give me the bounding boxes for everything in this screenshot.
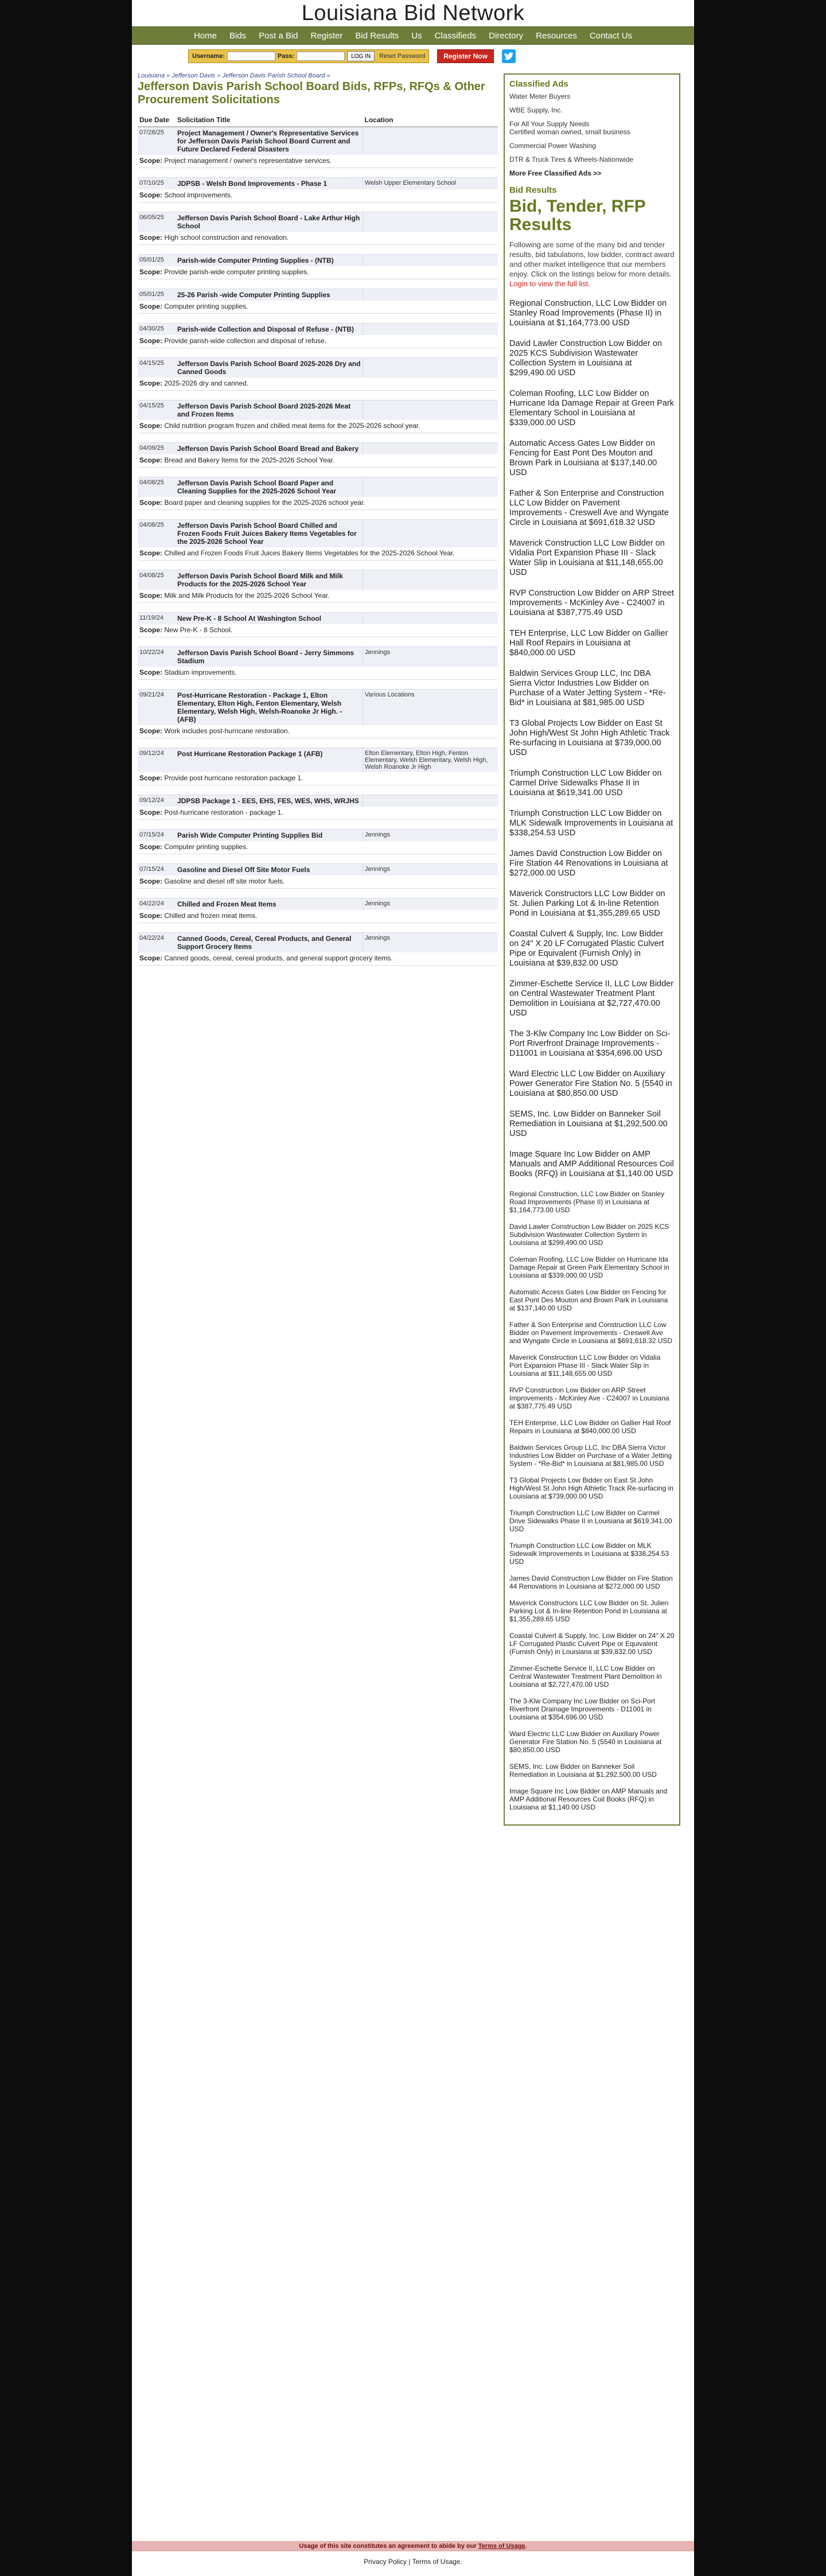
location (363, 127, 498, 155)
bid-result-small-link[interactable]: Maverick Construction LLC Low Bidder on Vidalia Port Expansion Phase III - Slack Water Slip in Louisiana at $11,148,655.00 USD (509, 1353, 661, 1378)
bid-result-link[interactable]: T3 Global Projects Low Bidder on East St John High/West St John High Athletic Track Re-surfacing in Louisiana at $739,000.00 USD (509, 719, 670, 757)
bid-result-link[interactable]: Father & Son Enterprise and Construction LLC Low Bidder on Pavement Improvements - Creswell Ave and Wyngate Circle in Louisiana at $691,618.32 USD (509, 489, 669, 527)
nav-us[interactable]: Us (411, 30, 422, 41)
table-row[interactable] (138, 830, 498, 842)
bid-result-small-link[interactable]: Triumph Construction LLC Low Bidder on Carmel Drive Sidewalks Phase II in Louisiana at $619,341.00 USD (509, 1509, 672, 1533)
bid-result-link[interactable]: Maverick Constructors LLC Low Bidder on St. Julien Parking Lot & In-line Retention Pond in Louisiana at $1,355,289.65 USD (509, 889, 665, 918)
due-date: 07/15/24 (138, 864, 176, 876)
table-row[interactable] (138, 570, 498, 590)
scope-text: Canned goods, cereal, cereal products, and general support grocery items. (164, 954, 393, 962)
scope-label: Scope: (139, 456, 163, 464)
table-row[interactable] (138, 289, 498, 301)
scope-label: Scope: (139, 157, 163, 165)
more-classified-ads-link[interactable]: More Free Classified Ads >> (509, 169, 602, 177)
solicitation-title-link[interactable]: Jefferson Davis Parish School Board Bread and Bakery (176, 443, 363, 455)
due-date: 09/12/24 (138, 795, 176, 807)
scope-text: Chilled and Frozen Foods Fruit Juices Bakery Items Vegetables for the 2025-2026 School Year. (164, 549, 455, 557)
solicitation-title-link[interactable]: Parish-wide Computer Printing Supplies - (NTB) (176, 255, 363, 267)
scope-row (138, 952, 498, 966)
location: Jennings (363, 830, 498, 842)
scope-row (138, 155, 498, 168)
location: Elton Elementary, Elton High, Fenton Elementary, Welsh Elementary, Welsh High, Welsh Roanoke Jr High (363, 748, 498, 773)
due-date: 04/30/25 (138, 324, 176, 336)
scope-label: Scope: (139, 808, 163, 816)
location (363, 400, 498, 421)
due-date: 11/19/24 (138, 613, 176, 625)
scope-row (138, 497, 498, 510)
bid-result-link[interactable]: Coastal Culvert & Supply, Inc. Low Bidder on 24" X 20 LF Corrugated Plastic Culvert Pipe or Equivalent (Furnish Only) in Louisiana at $39,832.00 USD (509, 929, 664, 968)
bid-result-link[interactable]: Maverick Construction LLC Low Bidder on Vidalia Port Expansion Phase III - Slack Water Slip in Louisiana at $11,148,655.00 USD (509, 539, 665, 577)
due-date: 04/15/25 (138, 358, 176, 378)
bid-result-small-link[interactable]: RVP Construction Low Bidder on ARP Street Improvements - McKinley Ave - C24007 in Louisiana at $387,775.49 USD (509, 1386, 669, 1410)
solicitation-title-link[interactable]: Project Management / Owner's Representative Services for Jefferson Davis Parish School Board Current and Future Declared Federal Disasters (176, 127, 363, 155)
scope-text: Work includes post-hurricane restoration. (164, 727, 290, 735)
breadcrumb-item[interactable]: Louisiana (138, 72, 165, 79)
scope-label: Scope: (139, 302, 163, 310)
bid-result-small-link[interactable]: Regional Construction, LLC Low Bidder on Stanley Road Improvements (Phase II) in Louisiana at $1,164,773.00 USD (509, 1190, 665, 1214)
footer-agreement-text: Usage of this site constitutes an agreement to abide by our (299, 2543, 477, 2550)
location: Jennings (363, 864, 498, 876)
table-row[interactable] (138, 212, 498, 232)
terms-of-usage-link[interactable]: Terms of Usage (412, 2558, 461, 2566)
table-row[interactable] (138, 358, 498, 378)
scope-text: Provide post hurricane restoration package 1. (164, 774, 303, 782)
scope-row (138, 189, 498, 203)
due-date: 04/15/25 (138, 400, 176, 421)
scope-row (138, 301, 498, 314)
scope-row (138, 454, 498, 468)
scope-row (138, 772, 498, 785)
due-date: 06/05/25 (138, 212, 176, 232)
scope-row (138, 266, 498, 279)
bid-result-small-link[interactable]: TEH Enterprise, LLC Low Bidder on Gallier Hall Roof Repairs in Louisiana at $840,000.00 USD (509, 1419, 671, 1435)
due-date: 07/28/25 (138, 127, 176, 155)
bid-result-small-link[interactable]: Ward Electric LLC Low Bidder on Auxiliary Power Generator Fire Station No. 5 (5540 in Louisiana at $80,850.00 USD (509, 1730, 662, 1754)
location: Welsh Upper Elementary School (363, 178, 498, 190)
table-row[interactable] (138, 477, 498, 497)
nav-home[interactable]: Home (193, 30, 217, 41)
scope-label: Scope: (139, 626, 163, 634)
bid-result-small-link[interactable]: The 3-Klw Company Inc Low Bidder on Sci-Port Riverfront Drainage Improvements - D11001 in Louisiana at $354,696.00 USD (509, 1697, 656, 1721)
scope-text: High school construction and renovation. (164, 234, 289, 242)
bid-result-link[interactable]: Triumph Construction LLC Low Bidder on MLK Sidewalk Improvements in Louisiana at $338,254.53 USD (509, 809, 673, 838)
due-date: 05/01/25 (138, 289, 176, 301)
page (132, 0, 694, 2576)
due-date: 09/12/24 (138, 748, 176, 773)
classified-ad-link[interactable]: Water Meter Buyers (509, 92, 571, 100)
table-row[interactable] (138, 443, 498, 455)
reset-password-link[interactable]: Reset Password (379, 53, 426, 60)
bid-result-small-link[interactable]: Automatic Access Gates Low Bidder on Fencing for East Pont Des Mouton and Brown Park in Louisiana at $137,140.00 USD (509, 1288, 668, 1312)
nav-register[interactable]: Register (310, 30, 343, 41)
scope-text: Project management / owner's representative services. (164, 157, 332, 165)
due-date: 04/08/25 (138, 477, 176, 497)
scope-label: Scope: (139, 843, 163, 851)
footer-agreement: Usage of this site constitutes an agreement to abide by our Terms of Usage. (132, 2541, 694, 2551)
bid-results-heading: Bid, Tender, RFP Results (509, 197, 646, 234)
scope-text: School improvements. (164, 191, 233, 199)
solicitation-title-link[interactable]: Jefferson Davis Parish School Board - Jerry Simmons Stadium (176, 647, 363, 667)
scope-text: Stadium improvements. (164, 668, 237, 676)
top-nav (132, 26, 694, 45)
bid-result-small-link[interactable]: James David Construction Low Bidder on Fire Station 44 Renovations in Louisiana at $272,000.00 USD (509, 1574, 673, 1590)
due-date: 04/22/24 (138, 898, 176, 910)
scope-label: Scope: (139, 954, 163, 962)
bid-result-small-link[interactable]: Father & Son Enterprise and Construction LLC Low Bidder on Pavement Improvements - Creswell Ave and Wyngate Circle in Louisiana at $691,618.32 USD (509, 1321, 673, 1345)
bid-result-small-link[interactable]: Coleman Roofing, LLC Low Bidder on Hurricane Ida Damage Repair at Green Park Elementary School in Louisiana at $339,000.00 USD (509, 1255, 669, 1279)
scope-text: Gasoline and diesel off site motor fuels. (164, 877, 285, 885)
privacy-policy-link[interactable]: Privacy Policy (364, 2558, 407, 2566)
scope-text: Computer printing supplies. (164, 843, 248, 851)
scope-row (138, 725, 498, 738)
scope-label: Scope: (139, 774, 163, 782)
solicitation-title-link[interactable]: Post Hurricane Restoration Package 1 (AFB) (176, 748, 363, 773)
breadcrumb-item[interactable]: Jefferson Davis Parish School Board (222, 72, 325, 79)
bid-result-link[interactable]: James David Construction Low Bidder on Fire Station 44 Renovations in Louisiana at $272,000.00 USD (509, 849, 668, 878)
login-bar (132, 45, 694, 68)
bids-table (138, 114, 498, 975)
scope-text: Provide parish-wide computer printing supplies. (164, 268, 309, 276)
bid-result-link[interactable]: SEMS, Inc. Low Bidder on Banneker Soil Remediation in Louisiana at $1,292,500.00 USD (509, 1110, 668, 1138)
location: Jennings (363, 898, 498, 910)
solicitation-title-link[interactable]: Jefferson Davis Parish School Board 2025-2026 Dry and Canned Goods (176, 358, 363, 378)
solicitation-title-link[interactable]: Parish Wide Computer Printing Supplies Bid (176, 830, 363, 842)
due-date: 07/10/25 (138, 178, 176, 190)
scope-text: Computer printing supplies. (164, 302, 248, 310)
username-input[interactable] (227, 52, 275, 61)
register-now-button[interactable]: Register Now (437, 49, 494, 63)
scope-label: Scope: (139, 337, 163, 345)
location (363, 324, 498, 336)
table-row[interactable] (138, 748, 498, 773)
scope-label: Scope: (139, 877, 163, 885)
scope-row (138, 420, 498, 433)
bid-result-small-link[interactable]: T3 Global Projects Low Bidder on East St John High/West St John High Athletic Track Re-surfacing in Louisiana at $739,000.00 USD (509, 1476, 673, 1500)
login-button[interactable]: LOG IN (347, 51, 375, 61)
nav-directory[interactable]: Directory (489, 30, 524, 41)
location (363, 477, 498, 497)
table-row[interactable] (138, 933, 498, 953)
classified-ad-link[interactable]: For All Your Supply Needs Certified woman owned, small business (509, 120, 630, 136)
due-date: 09/21/24 (138, 690, 176, 726)
solicitation-title-link[interactable]: Jefferson Davis Parish School Board Chilled and Frozen Foods Fruit Juices Bakery Items Vegetables for the 2025-2026 School Year (176, 520, 363, 548)
classified-ads-heading: Classified Ads (509, 79, 568, 89)
scope-label: Scope: (139, 379, 163, 387)
location: Jennings (363, 933, 498, 953)
location (363, 255, 498, 267)
scope-label: Scope: (139, 268, 163, 276)
bid-result-small-link[interactable]: Baldwin Services Group LLC, Inc DBA Sierra Victor Industries Low Bidder on Purchase of a Water Jetting System - *Re-Bid* in Louisiana at $81,985.00 USD (509, 1443, 672, 1468)
header-due-date: Due Date (138, 114, 176, 127)
location: Various Locations (363, 690, 498, 726)
bid-results-intro (509, 240, 675, 289)
scope-label: Scope: (139, 549, 163, 557)
location (363, 795, 498, 807)
bid-result-link[interactable]: Coleman Roofing, LLC Low Bidder on Hurricane Ida Damage Repair at Green Park Elementary School in Louisiana at $339,000.00 USD (509, 389, 674, 427)
bid-result-small-link[interactable]: Zimmer-Eschette Service II, LLC Low Bidder on Central Wastewater Treatment Plant Demolition in Louisiana at $2,727,470.00 USD (509, 1664, 662, 1688)
solicitation-title-link[interactable]: JDPSB Package 1 - EES, EHS, FES, WES, WHS, WRJHS (176, 795, 363, 807)
bid-result-small-link[interactable]: David Lawler Construction Low Bidder on 2025 KCS Subdivision Wastewater Collection System in Louisiana at $299,490.00 USD (509, 1223, 669, 1247)
footer-agreement-link[interactable]: Terms of Usage (478, 2543, 525, 2550)
due-date: 07/15/24 (138, 830, 176, 842)
location (363, 443, 498, 455)
breadcrumb: Louisiana » Jefferson Davis » Jefferson Davis Parish School Board » (138, 72, 330, 79)
solicitation-title-link[interactable]: Jefferson Davis Parish School Board Paper and Cleaning Supplies for the 2025-2026 School Year (176, 477, 363, 497)
password-input[interactable] (297, 52, 345, 61)
password-label: Pass: (277, 53, 295, 60)
solicitation-title-link[interactable]: Post-Hurricane Restoration - Package 1, Elton Elementary, Elton High, Fenton Elementary, Welsh Elementary, Welsh High, Welsh-Roanoke Jr High. - (AFB) (176, 690, 363, 726)
content (132, 68, 694, 1826)
location (363, 358, 498, 378)
table-row[interactable] (138, 613, 498, 625)
solicitation-title-link[interactable]: Gasoline and Diesel Off Site Motor Fuels (176, 864, 363, 876)
scope-text: New Pre-K - 8 School. (164, 626, 233, 634)
solicitation-title-link[interactable]: Jefferson Davis Parish School Board - Lake Arthur High School (176, 212, 363, 232)
scope-label: Scope: (139, 592, 163, 600)
due-date: 04/08/25 (138, 570, 176, 590)
nav-contact-us[interactable]: Contact Us (589, 30, 633, 41)
scope-text: Bread and Bakery Items for the 2025-2026 School Year. (164, 456, 335, 464)
table-row[interactable] (138, 127, 498, 155)
table-row[interactable] (138, 690, 498, 726)
bid-result-small-link[interactable]: Image Square Inc Low Bidder on AMP Manuals and AMP Additional Resources Coil Books (RFQ) in Louisiana at $1,140.00 USD (509, 1787, 668, 1811)
table-row[interactable] (138, 178, 498, 190)
classified-ad-link[interactable]: Commercial Power Washing (509, 142, 596, 150)
footer-links: Privacy Policy | Terms of Usage. (364, 2558, 462, 2566)
classified-ad-link[interactable]: DTR & Truck Tires & Wheels-Nationwide (509, 155, 634, 164)
table-row[interactable] (138, 324, 498, 336)
bid-result-link[interactable]: TEH Enterprise, LLC Low Bidder on Gallier Hall Roof Repairs in Louisiana at $840,000.00 USD (509, 629, 668, 657)
scope-text: Chilled and frozen meat items. (164, 912, 258, 920)
scope-label: Scope: (139, 191, 163, 199)
bid-result-link[interactable]: RVP Construction Low Bidder on ARP Street Improvements - McKinley Ave - C24007 in Louisiana at $387,775.49 USD (509, 589, 674, 617)
solicitation-title-link[interactable]: Jefferson Davis Parish School Board Milk and Milk Products for the 2025-2026 School Year (176, 570, 363, 590)
table-row[interactable] (138, 400, 498, 421)
bid-result-link[interactable]: Triumph Construction LLC Low Bidder on Carmel Drive Sidewalks Phase II in Louisiana at $619,341.00 USD (509, 769, 662, 797)
scope-row (138, 875, 498, 889)
scope-text: Board paper and cleaning supplies for the 2025-2026 school year. (164, 499, 365, 507)
solicitation-title-link[interactable]: New Pre-K - 8 School At Washington School (176, 613, 363, 625)
page-title: Jefferson Davis Parish School Board Bids, RFPs, RFQs & Other Procurement Solicitations (138, 80, 485, 106)
login-to-view-link[interactable]: Login to view the full list. (509, 279, 590, 288)
bid-result-link[interactable]: Baldwin Services Group LLC, Inc DBA Sierra Victor Industries Low Bidder on Purchase of a Water Jetting System - *Re-Bid* in Louisiana at $81,985.00 USD (509, 669, 666, 707)
due-date: 10/22/24 (138, 647, 176, 667)
sidebar (504, 73, 680, 1826)
table-row[interactable] (138, 520, 498, 548)
scope-row (138, 910, 498, 923)
due-date: 04/09/25 (138, 443, 176, 455)
bid-result-link[interactable]: Zimmer-Eschette Service II, LLC Low Bidder on Central Wastewater Treatment Plant Demolition in Louisiana at $2,727,470.00 USD (509, 979, 674, 1018)
scope-row (138, 841, 498, 854)
scope-label: Scope: (139, 727, 163, 735)
location (363, 289, 498, 301)
location (363, 613, 498, 625)
due-date: 04/22/24 (138, 933, 176, 953)
scope-label: Scope: (139, 422, 163, 430)
bid-result-link[interactable]: The 3-Klw Company Inc Low Bidder on Sci-Port Riverfront Drainage Improvements - D11001 in Louisiana at $354,696.00 USD (509, 1029, 671, 1058)
table-row[interactable] (138, 864, 498, 876)
scope-label: Scope: (139, 668, 163, 676)
bid-result-small-link[interactable]: Maverick Constructors LLC Low Bidder on St. Julien Parking Lot & In-line Retention Pond in Louisiana at $1,355,289.65 USD (509, 1599, 669, 1623)
bid-result-small-link[interactable]: Triumph Construction LLC Low Bidder on MLK Sidewalk Improvements in Louisiana at $338,254.53 USD (509, 1542, 669, 1566)
due-date: 04/08/25 (138, 520, 176, 548)
bid-result-link[interactable]: Regional Construction, LLC Low Bidder on Stanley Road Improvements (Phase II) in Louisiana at $1,164,773.00 USD (509, 299, 667, 328)
bid-result-link[interactable]: David Lawler Construction Low Bidder on 2025 KCS Subdivision Wastewater Collection System in Louisiana at $299,490.00 USD (509, 339, 662, 378)
scope-row (138, 807, 498, 820)
login-box (188, 49, 429, 63)
twitter-icon[interactable] (502, 49, 516, 63)
scope-text: Provide parish-wide collection and disposal of refuse. (164, 337, 327, 345)
location: Jennings (363, 647, 498, 667)
username-label: Username: (192, 53, 225, 60)
solicitation-title-link[interactable]: JDPSB - Welsh Bond Improvements - Phase 1 (176, 178, 363, 190)
intro-text: Following are some of the many bid and tender results, bid tabulations, low bidder, contract award and other market intelligence that our members enjoy. Click on the listings below for more details. (509, 240, 675, 278)
nav-bids[interactable]: Bids (229, 30, 247, 41)
bid-result-link[interactable]: Image Square Inc Low Bidder on AMP Manuals and AMP Additional Resources Coil Books (RFQ) in Louisiana at $1,140.00 USD (509, 1150, 674, 1178)
solicitation-title-link[interactable]: Chilled and Frozen Meat Items (176, 898, 363, 910)
scope-text: Milk and Milk Products for the 2025-2026 School Year. (164, 592, 330, 600)
solicitation-title-link[interactable]: Canned Goods, Cereal, Cereal Products, and General Support Grocery Items (176, 933, 363, 953)
table-row[interactable] (138, 647, 498, 667)
scope-text: 2025-2026 dry and canned. (164, 379, 249, 387)
location (363, 520, 498, 548)
location (363, 570, 498, 590)
nav-resources[interactable]: Resources (536, 30, 577, 41)
breadcrumb-item[interactable]: Jefferson Davis (172, 72, 216, 79)
scope-label: Scope: (139, 234, 163, 242)
scope-row (138, 232, 498, 245)
scope-row (138, 335, 498, 348)
nav-bid-results[interactable]: Bid Results (355, 30, 399, 41)
scope-label: Scope: (139, 499, 163, 507)
solicitation-title-link[interactable]: Parish-wide Collection and Disposal of Refuse - (NTB) (176, 324, 363, 336)
table-row[interactable] (138, 898, 498, 910)
scope-row (138, 590, 498, 603)
scope-text: Post-hurricane restoration - package 1. (164, 808, 283, 816)
solicitation-title-link[interactable]: 25-26 Parish -wide Computer Printing Supplies (176, 289, 363, 301)
bid-result-small-link[interactable]: Coastal Culvert & Supply, Inc. Low Bidder on 24" X 20 LF Corrugated Plastic Culvert Pipe or Equivalent (Furnish Only) in Louisiana at $39,832.00 USD (509, 1632, 675, 1656)
scope-text: Child nutrition program frozen and chilled meat items for the 2025-2026 school year. (164, 422, 420, 430)
table-row[interactable] (138, 795, 498, 807)
classified-ad-link[interactable]: WBE Supply, Inc. (509, 106, 563, 114)
table-row[interactable] (138, 255, 498, 267)
due-date: 05/01/25 (138, 255, 176, 267)
main-column (138, 68, 498, 1826)
location (363, 212, 498, 232)
nav-post-a-bid[interactable]: Post a Bid (259, 30, 298, 41)
header-location: Location (363, 114, 498, 127)
bid-results-label: Bid Results (509, 185, 557, 195)
scope-row (138, 547, 498, 561)
bid-result-link[interactable]: Automatic Access Gates Low Bidder on Fencing for East Pont Des Mouton and Brown Park in Louisiana at $137,140.00 USD (509, 439, 657, 477)
scope-row (138, 378, 498, 391)
bid-result-small-link[interactable]: SEMS, Inc. Low Bidder on Banneker Soil Remediation in Louisiana at $1,292,500.00 USD (509, 1762, 657, 1779)
solicitation-title-link[interactable]: Jefferson Davis Parish School Board 2025-2026 Meat and Frozen Items (176, 400, 363, 421)
bid-result-link[interactable]: Ward Electric LLC Low Bidder on Auxiliary Power Generator Fire Station No. 5 (5540 in Louisiana at $80,850.00 USD (509, 1069, 672, 1098)
header-title: Solicitation Title (176, 114, 363, 127)
scope-row (138, 667, 498, 680)
site-title[interactable]: Louisiana Bid Network (301, 1, 525, 25)
nav-classifieds[interactable]: Classifieds (434, 30, 477, 41)
scope-row (138, 624, 498, 637)
scope-label: Scope: (139, 912, 163, 920)
